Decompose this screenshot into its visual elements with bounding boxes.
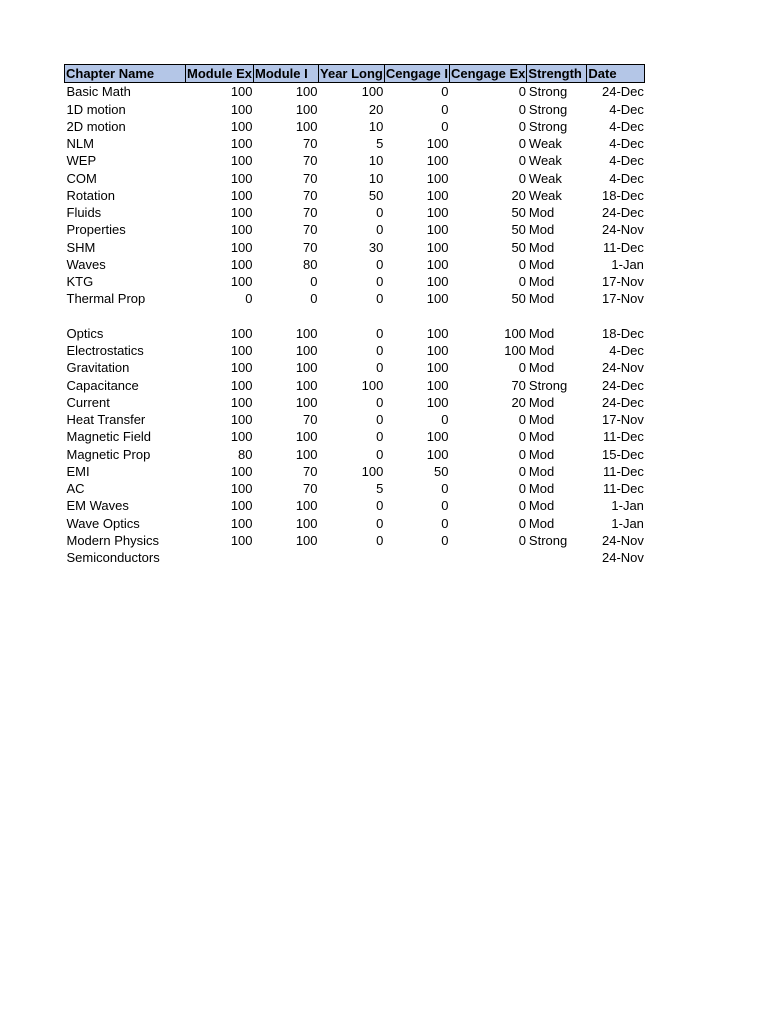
cell-date[interactable]: 15-Dec [602,446,644,462]
cell-module-ex[interactable]: 100 [230,187,253,203]
cell-strength[interactable]: Weak [528,136,562,152]
cell-cengage-ex[interactable]: 0 [518,429,526,445]
table-row [65,463,645,480]
cell-module-ex[interactable]: 100 [230,463,253,479]
cell-strength[interactable]: Mod [528,222,555,238]
cell-cengage-ex[interactable]: 50 [511,239,526,255]
cell-cengage-i[interactable]: 100 [426,360,449,376]
cell-strength[interactable]: Mod [528,360,555,376]
cell-chapter-name[interactable] [65,308,186,325]
cell-module-i[interactable]: 100 [295,446,318,462]
cell-cengage-ex[interactable]: 0 [518,274,526,290]
cell-cengage-i[interactable]: 100 [426,170,449,186]
cell-cengage-i[interactable]: 100 [426,239,449,255]
cell-chapter-name[interactable]: Heat Transfer [66,412,146,428]
header-cengage-ex[interactable]: Cengage Ex [451,66,526,82]
cell-date[interactable]: 4-Dec [609,101,644,117]
table-row [65,204,645,221]
cell-cengage-i[interactable]: 100 [426,187,449,203]
cell-module-ex[interactable]: 100 [230,118,253,134]
cell-date[interactable]: 24-Dec [602,84,644,100]
cell-strength[interactable]: Mod [528,239,555,255]
cell-date[interactable]: 24-Nov [602,532,644,548]
header-cengage-i[interactable]: Cengage I [385,66,448,82]
cell-module-ex[interactable]: 100 [230,136,253,152]
cell-cengage-i[interactable]: 0 [441,118,449,134]
table-row [65,273,645,290]
cell-cengage-ex[interactable]: 0 [518,412,526,428]
cell-cengage-ex[interactable]: 50 [511,205,526,221]
cell-module-i[interactable]: 100 [295,101,318,117]
cell-module-ex[interactable]: 100 [230,360,253,376]
cell-cengage-i[interactable]: 50 [434,463,449,479]
cell-chapter-name[interactable]: EM Waves [66,498,129,514]
cell-strength[interactable]: Strong [528,101,568,117]
cell-year-long[interactable]: 100 [361,377,384,393]
cell-date[interactable]: 24-Dec [602,377,644,393]
header-year-long[interactable]: Year Long [320,66,383,82]
cell-year-long[interactable]: 0 [376,446,384,462]
cell-cengage-ex[interactable]: 0 [518,463,526,479]
cell-date[interactable]: 24-Nov [602,222,644,238]
cell-module-i[interactable]: 100 [295,325,318,341]
cell-module-i[interactable]: 0 [310,274,318,290]
cell-date[interactable]: 1-Jan [611,515,644,531]
cell-module-i[interactable]: 70 [303,463,318,479]
table-row [65,83,645,101]
header-module-i[interactable]: Module I [254,65,319,83]
cell-cengage-ex[interactable]: 0 [518,136,526,152]
cell-strength[interactable]: Strong [528,118,568,134]
cell-module-i[interactable] [254,308,319,325]
cell-year-long[interactable]: 100 [361,84,384,100]
cell-module-ex[interactable]: 100 [230,84,253,100]
cell-module-ex[interactable]: 100 [230,170,253,186]
cell-date[interactable]: 4-Dec [609,343,644,359]
cell-year-long[interactable]: 10 [368,170,384,186]
cell-date[interactable]: 17-Nov [602,274,644,290]
cell-cengage-ex[interactable]: 0 [518,118,526,134]
cell-year-long[interactable]: 0 [376,205,384,221]
cell-year-long[interactable]: 10 [368,118,384,134]
cell-module-i[interactable]: 100 [295,429,318,445]
cell-date[interactable]: 17-Nov [602,291,644,307]
cell-module-ex[interactable]: 100 [230,481,253,497]
cell-chapter-name[interactable]: Thermal Prop [66,291,146,307]
cell-module-i[interactable]: 100 [295,515,318,531]
cell-strength[interactable]: Mod [528,343,555,359]
cell-cengage-i[interactable]: 100 [426,136,449,152]
cell-chapter-name[interactable]: Semiconductors [66,550,160,566]
cell-year-long[interactable]: 50 [368,187,384,203]
cell-strength[interactable]: Mod [528,446,555,462]
cell-date[interactable]: 4-Dec [609,153,644,169]
cell-module-i[interactable]: 70 [303,481,318,497]
cell-cengage-ex[interactable]: 0 [518,170,526,186]
cell-year-long[interactable]: 0 [376,325,384,341]
cell-cengage-i[interactable]: 0 [441,532,449,548]
cell-date[interactable]: 4-Dec [609,170,644,186]
cell-date[interactable] [587,308,645,325]
table-row [65,152,645,169]
cell-module-i[interactable]: 100 [295,377,318,393]
cell-year-long[interactable]: 0 [376,222,384,238]
cell-date[interactable]: 11-Dec [602,463,644,479]
cell-cengage-ex[interactable]: 20 [511,187,526,203]
cell-chapter-name[interactable]: 1D motion [66,101,126,117]
cell-cengage-ex[interactable]: 0 [518,153,526,169]
cell-strength[interactable] [527,549,587,566]
cell-cengage-ex[interactable]: 0 [518,481,526,497]
header-strength[interactable]: Strength [527,65,587,83]
cell-module-i[interactable]: 80 [303,256,318,272]
table-row [65,515,645,532]
cell-cengage-i[interactable]: 100 [426,429,449,445]
cell-module-i[interactable]: 70 [303,412,318,428]
cell-year-long[interactable]: 100 [361,463,384,479]
cell-module-ex[interactable]: 80 [238,446,253,462]
cell-module-i[interactable]: 70 [303,153,318,169]
table-row [65,290,645,307]
cell-strength[interactable]: Weak [528,187,562,203]
cell-module-ex[interactable]: 100 [230,101,253,117]
cell-cengage-i[interactable] [384,308,449,325]
cell-date[interactable]: 18-Dec [602,187,644,203]
table-row [65,394,645,411]
cell-cengage-ex[interactable]: 0 [518,532,526,548]
cell-module-ex[interactable]: 100 [230,274,253,290]
cell-strength[interactable]: Mod [528,274,555,290]
cell-strength[interactable]: Mod [528,291,555,307]
cell-module-i[interactable]: 100 [295,84,318,100]
cell-module-ex[interactable]: 100 [230,377,253,393]
cell-date[interactable]: 24-Nov [602,550,644,566]
table-row [65,325,645,342]
cell-chapter-name[interactable]: Fluids [66,205,102,221]
table-row [65,532,645,549]
cell-cengage-i[interactable]: 100 [426,291,449,307]
cell-cengage-ex[interactable] [450,549,527,566]
cell-strength[interactable]: Mod [528,463,555,479]
table-row [65,359,645,376]
cell-cengage-ex[interactable]: 0 [518,256,526,272]
cell-chapter-name[interactable]: AC [66,481,85,497]
cell-cengage-i[interactable]: 100 [426,274,449,290]
cell-cengage-ex[interactable]: 50 [511,291,526,307]
cell-date[interactable]: 11-Dec [602,239,644,255]
table-row [65,480,645,497]
cell-module-i[interactable] [254,549,319,566]
cell-date[interactable]: 18-Dec [602,325,644,341]
cell-year-long[interactable]: 0 [376,515,384,531]
cell-cengage-i[interactable]: 0 [441,84,449,100]
cell-chapter-name[interactable]: Rotation [66,187,115,203]
cell-module-ex[interactable]: 100 [230,239,253,255]
cell-strength[interactable]: Mod [528,498,555,514]
cell-module-ex[interactable]: 100 [230,515,253,531]
table-row [65,428,645,445]
header-chapter-name[interactable]: Chapter Name [65,65,186,83]
cell-date[interactable]: 4-Dec [609,118,644,134]
cell-year-long[interactable]: 0 [376,291,384,307]
cell-cengage-i[interactable]: 100 [426,325,449,341]
cell-year-long[interactable]: 30 [368,239,384,255]
cell-module-ex[interactable]: 100 [230,205,253,221]
cell-chapter-name[interactable]: Electrostatics [66,343,144,359]
cell-cengage-ex[interactable]: 50 [511,222,526,238]
cell-cengage-ex[interactable]: 0 [518,446,526,462]
table-row [65,239,645,256]
table-body [65,83,645,567]
cell-module-i[interactable]: 100 [295,360,318,376]
cell-year-long[interactable]: 0 [376,360,384,376]
cell-year-long[interactable]: 10 [368,153,384,169]
cell-cengage-ex[interactable]: 0 [518,515,526,531]
cell-module-ex[interactable] [186,308,254,325]
cell-date[interactable]: 1-Jan [611,498,644,514]
cell-strength[interactable]: Mod [528,515,555,531]
cell-cengage-i[interactable]: 0 [441,481,449,497]
cell-strength[interactable] [527,308,587,325]
cell-module-i[interactable]: 100 [295,498,318,514]
cell-cengage-i[interactable]: 100 [426,256,449,272]
table-row [65,497,645,514]
cell-date[interactable]: 1-Jan [611,256,644,272]
cell-module-ex[interactable]: 100 [230,343,253,359]
cell-year-long[interactable] [319,549,385,566]
cell-module-i[interactable]: 70 [303,222,318,238]
cell-year-long[interactable]: 0 [376,532,384,548]
cell-cengage-i[interactable]: 100 [426,153,449,169]
table-row [65,308,645,325]
cell-module-i[interactable]: 70 [303,170,318,186]
cell-module-i[interactable]: 70 [303,239,318,255]
cell-module-i[interactable]: 70 [303,187,318,203]
cell-module-i[interactable]: 70 [303,205,318,221]
cell-module-ex[interactable]: 100 [230,498,253,514]
cell-module-ex[interactable]: 100 [230,412,253,428]
cell-date[interactable]: 4-Dec [609,136,644,152]
cell-module-ex[interactable]: 100 [230,325,253,341]
cell-cengage-i[interactable]: 0 [441,498,449,514]
cell-year-long[interactable]: 5 [376,481,384,497]
cell-strength[interactable]: Mod [528,205,555,221]
table-row [65,101,645,118]
cell-chapter-name[interactable]: Magnetic Prop [66,446,151,462]
cell-year-long[interactable]: 0 [376,343,384,359]
cell-module-i[interactable]: 100 [295,532,318,548]
cell-module-i[interactable]: 100 [295,394,318,410]
table-row [65,118,645,135]
cell-cengage-i[interactable]: 0 [441,515,449,531]
cell-year-long[interactable]: 0 [376,256,384,272]
cell-cengage-i[interactable]: 0 [441,412,449,428]
cell-cengage-ex[interactable]: 0 [518,84,526,100]
cell-chapter-name[interactable]: WEP [66,153,97,169]
cell-year-long[interactable]: 20 [368,101,384,117]
cell-module-ex[interactable] [186,549,254,566]
table-row [65,342,645,359]
cell-strength[interactable]: Mod [528,412,555,428]
table-row [65,170,645,187]
cell-strength[interactable]: Strong [528,532,568,548]
cell-cengage-ex[interactable]: 100 [504,343,526,359]
cell-strength[interactable]: Mod [528,394,555,410]
cell-cengage-ex[interactable]: 0 [518,360,526,376]
chapter-table [64,64,645,566]
cell-year-long[interactable]: 5 [376,136,384,152]
cell-module-ex[interactable]: 100 [230,153,253,169]
cell-chapter-name[interactable]: EMI [66,463,90,479]
cell-cengage-i[interactable]: 100 [426,377,449,393]
cell-strength[interactable]: Mod [528,256,555,272]
table-row [65,446,645,463]
table-row [65,256,645,273]
cell-cengage-i[interactable]: 100 [426,222,449,238]
table-row [65,411,645,428]
cell-chapter-name[interactable]: Gravitation [66,360,130,376]
cell-cengage-i[interactable]: 100 [426,394,449,410]
cell-cengage-ex[interactable]: 20 [511,394,526,410]
cell-chapter-name[interactable]: Waves [66,256,106,272]
table-row [65,187,645,204]
cell-chapter-name[interactable]: Modern Physics [66,532,159,548]
cell-chapter-name[interactable]: NLM [66,136,94,152]
cell-strength[interactable]: Mod [528,481,555,497]
cell-cengage-i[interactable]: 100 [426,205,449,221]
table-row [65,549,645,566]
cell-strength[interactable]: Mod [528,429,555,445]
cell-date[interactable]: 17-Nov [602,412,644,428]
cell-date[interactable]: 24-Dec [602,394,644,410]
cell-chapter-name[interactable]: Current [66,394,110,410]
cell-chapter-name[interactable]: SHM [66,239,96,255]
cell-strength[interactable]: Strong [528,84,568,100]
cell-module-ex[interactable]: 100 [230,429,253,445]
cell-strength[interactable]: Mod [528,325,555,341]
cell-module-i[interactable]: 0 [310,291,318,307]
cell-year-long[interactable]: 0 [376,429,384,445]
cell-chapter-name[interactable]: Optics [66,325,104,341]
header-row [65,65,645,83]
cell-cengage-ex[interactable]: 100 [504,325,526,341]
cell-date[interactable]: 24-Dec [602,205,644,221]
cell-cengage-i[interactable]: 100 [426,343,449,359]
table-row [65,221,645,238]
cell-cengage-ex[interactable]: 0 [518,498,526,514]
cell-cengage-i[interactable] [384,549,449,566]
cell-module-i[interactable]: 70 [303,136,318,152]
cell-cengage-ex[interactable] [450,308,527,325]
cell-year-long[interactable]: 0 [376,412,384,428]
cell-year-long[interactable] [319,308,385,325]
cell-year-long[interactable]: 0 [376,394,384,410]
table-row [65,377,645,394]
cell-module-i[interactable]: 100 [295,118,318,134]
cell-chapter-name[interactable]: Capacitance [66,377,139,393]
cell-module-ex[interactable]: 100 [230,256,253,272]
cell-cengage-ex[interactable]: 70 [511,377,526,393]
cell-chapter-name[interactable]: COM [66,170,97,186]
cell-chapter-name[interactable]: Magnetic Field [66,429,152,445]
cell-module-i[interactable]: 100 [295,343,318,359]
cell-chapter-name[interactable]: KTG [66,274,94,290]
cell-chapter-name[interactable]: 2D motion [66,118,126,134]
cell-date[interactable]: 24-Nov [602,360,644,376]
cell-module-ex[interactable]: 100 [230,222,253,238]
cell-date[interactable]: 11-Dec [602,429,644,445]
cell-strength[interactable]: Weak [528,170,562,186]
cell-year-long[interactable]: 0 [376,498,384,514]
cell-chapter-name[interactable]: Properties [66,222,126,238]
cell-chapter-name[interactable]: Basic Math [66,84,131,100]
header-module-ex[interactable]: Module Ex [187,66,253,82]
cell-cengage-i[interactable]: 0 [441,101,449,117]
cell-chapter-name[interactable]: Wave Optics [66,515,140,531]
table-row [65,135,645,152]
cell-year-long[interactable]: 0 [376,274,384,290]
cell-date[interactable]: 11-Dec [602,481,644,497]
cell-cengage-ex[interactable]: 0 [518,101,526,117]
cell-strength[interactable]: Strong [528,377,568,393]
cell-module-ex[interactable]: 100 [230,532,253,548]
header-date[interactable]: Date [587,65,645,83]
cell-cengage-i[interactable]: 100 [426,446,449,462]
cell-module-ex[interactable]: 0 [245,291,253,307]
cell-strength[interactable]: Weak [528,153,562,169]
cell-module-ex[interactable]: 100 [230,394,253,410]
